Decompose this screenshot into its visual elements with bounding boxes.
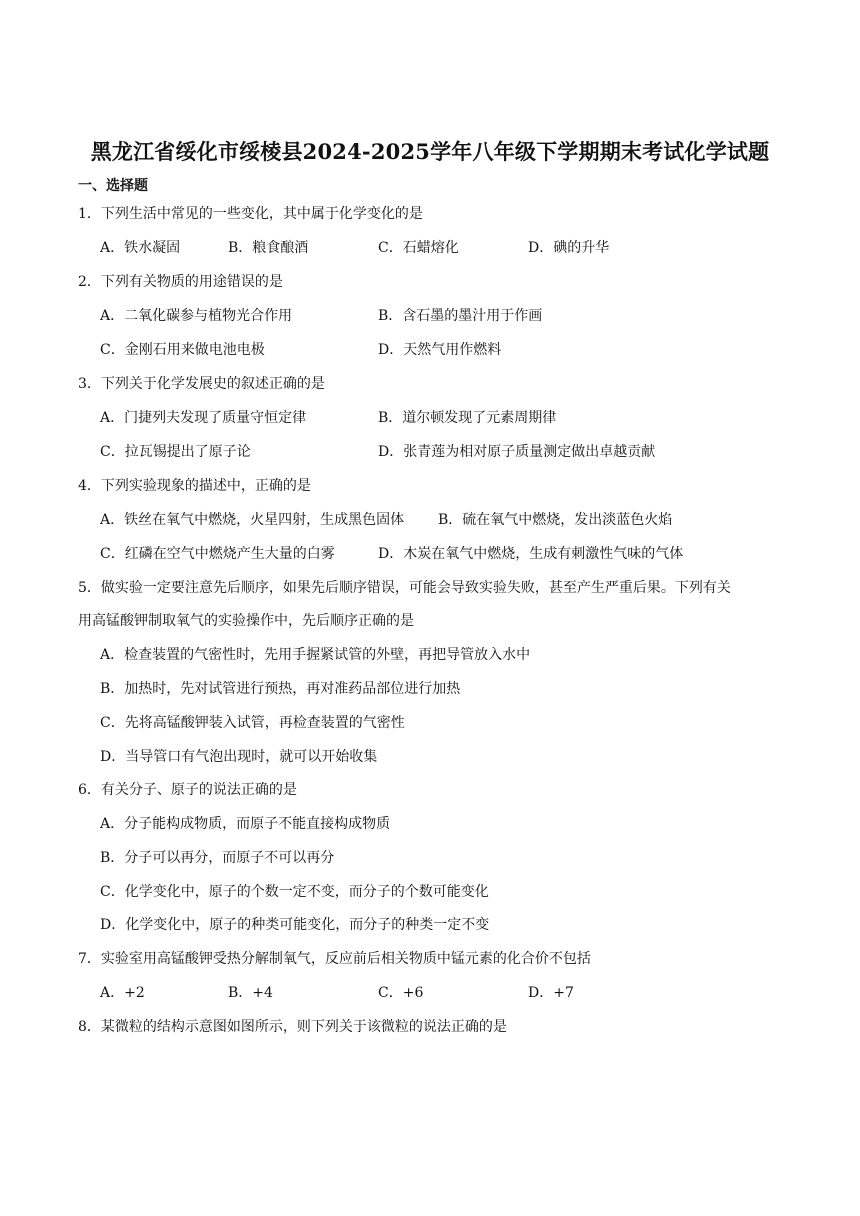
document-title: 黑龙江省绥化市绥棱县2024-2025学年八年级下学期期末考试化学试题 (90, 139, 770, 164)
section-heading: 一、选择题 (78, 178, 148, 194)
option-a (100, 407, 306, 427)
option-text: 张青莲为相对原子质量测定做出卓越贡献 (403, 444, 656, 460)
option-label: C． (378, 240, 403, 256)
option-label: D． (378, 342, 404, 358)
option-label: D． (378, 546, 404, 562)
option-label: A． (100, 308, 125, 324)
option-d (528, 982, 574, 1002)
option-c (100, 543, 335, 563)
option-text: 石蜡熔化 (402, 240, 459, 256)
option-text: 加热时，先对试管进行预热，再对准药品部位进行加热 (124, 681, 461, 697)
option-label: B． (100, 681, 125, 697)
option-text: 硫在氧气中燃烧，发出淡蓝色火焰 (462, 512, 673, 528)
option-text: 含石墨的墨汁用于作画 (402, 308, 543, 324)
option-text: 门捷列夫发现了质量守恒定律 (124, 410, 307, 426)
option-label: D． (528, 985, 554, 1001)
option-text: 粮食酿酒 (252, 240, 309, 256)
option-text: 道尔顿发现了元素周期律 (402, 410, 557, 426)
option-label: A． (100, 647, 125, 663)
option-text: 天然气用作燃料 (403, 342, 502, 358)
option-text: 铁水凝固 (124, 240, 181, 256)
option-label: A． (100, 816, 125, 832)
option-b (378, 407, 556, 427)
question-number: 6． (78, 782, 101, 798)
option-text: 铁丝在氧气中燃烧，火星四射，生成黑色固体 (124, 512, 405, 528)
option-text: 分子能构成物质，而原子不能直接构成物质 (124, 816, 391, 832)
option-label: C． (100, 342, 125, 358)
option-label: A． (100, 240, 125, 256)
option-text: 检查装置的气密性时，先用手握紧试管的外壁，再把导管放入水中 (124, 647, 531, 663)
option-c (100, 881, 489, 901)
option-b (100, 847, 334, 867)
option-label: A． (100, 985, 125, 1001)
option-label: B． (378, 308, 403, 324)
option-label: A． (100, 410, 125, 426)
option-label: C． (100, 715, 125, 731)
question-7 (78, 948, 591, 968)
option-a (100, 509, 404, 529)
option-text: 碘的升华 (553, 240, 610, 256)
question-number: 4． (78, 478, 101, 494)
option-c (100, 441, 251, 461)
question-8 (78, 1016, 507, 1036)
question-2 (78, 271, 283, 291)
option-c (378, 982, 423, 1002)
question-number: 3． (78, 376, 101, 392)
option-label: C． (100, 444, 125, 460)
option-text: 分子可以再分，而原子不可以再分 (124, 850, 335, 866)
option-a (100, 644, 530, 664)
option-c (100, 712, 405, 732)
option-d (378, 339, 501, 359)
option-text: +6 (402, 985, 424, 1001)
question-stem-line-1: 做实验一定要注意先后顺序，如果先后顺序错误，可能会导致实验失败，甚至产生严重后果。下列有关 (100, 580, 731, 596)
option-d (100, 746, 377, 766)
option-b (378, 305, 542, 325)
option-text: 化学变化中，原子的种类可能变化，而分子的种类一定不变 (125, 917, 490, 933)
question-number: 8． (78, 1019, 101, 1035)
option-text: 金刚石用来做电池电极 (124, 342, 265, 358)
option-text: 二氧化碳参与植物光合作用 (124, 308, 293, 324)
option-b (228, 237, 308, 257)
question-stem: 下列实验现象的描述中，正确的是 (100, 478, 311, 494)
option-a (100, 305, 292, 325)
option-text: 当导管口有气泡出现时，就可以开始收集 (125, 749, 378, 765)
question-number: 5． (78, 580, 101, 596)
question-5-continued (78, 610, 414, 630)
question-stem-line-2: 用高锰酸钾制取氧气的实验操作中，先后顺序正确的是 (78, 613, 414, 629)
option-text: +7 (553, 985, 574, 1001)
question-stem: 下列有关物质的用途错误的是 (100, 274, 283, 290)
option-label: B． (378, 410, 403, 426)
question-number: 7． (78, 951, 101, 967)
question-6 (78, 779, 297, 799)
option-b (100, 678, 460, 698)
option-text: 拉瓦锡提出了原子论 (124, 444, 251, 460)
option-d (378, 441, 655, 461)
question-stem: 下列生活中常见的一些变化，其中属于化学变化的是 (100, 206, 423, 222)
option-label: B． (228, 240, 253, 256)
option-label: C． (100, 546, 125, 562)
option-d (100, 914, 489, 934)
option-b (228, 982, 273, 1002)
option-b (438, 509, 672, 529)
option-label: A． (100, 512, 125, 528)
question-stem: 下列关于化学发展史的叙述正确的是 (100, 376, 325, 392)
question-4 (78, 475, 311, 495)
option-label: D． (100, 917, 126, 933)
option-text: 木炭在氧气中燃烧，生成有刺激性气味的气体 (403, 546, 684, 562)
question-stem: 某微粒的结构示意图如图所示，则下列关于该微粒的说法正确的是 (100, 1019, 507, 1035)
option-text: 化学变化中，原子的个数一定不变，而分子的个数可能变化 (124, 884, 489, 900)
option-label: B． (438, 512, 463, 528)
option-label: B． (100, 850, 125, 866)
option-c (378, 237, 459, 257)
option-label: D． (100, 749, 126, 765)
option-label: D． (378, 444, 404, 460)
option-label: C． (100, 884, 125, 900)
question-stem: 实验室用高锰酸钾受热分解制氧气，反应前后相关物质中锰元素的化合价不包括 (100, 951, 591, 967)
option-text: +2 (124, 985, 145, 1001)
question-stem: 有关分子、原子的说法正确的是 (100, 782, 297, 798)
question-5 (78, 577, 731, 597)
option-a (100, 237, 180, 257)
option-label: D． (528, 240, 554, 256)
option-c (100, 339, 265, 359)
option-text: 红磷在空气中燃烧产生大量的白雾 (124, 546, 335, 562)
option-d (378, 543, 683, 563)
option-text: 先将高锰酸钾装入试管，再检查装置的气密性 (124, 715, 405, 731)
question-number: 2． (78, 274, 101, 290)
option-a (100, 982, 145, 1002)
question-3 (78, 373, 325, 393)
option-text: +4 (252, 985, 273, 1001)
question-1 (78, 203, 423, 223)
option-a (100, 813, 390, 833)
option-label: B． (228, 985, 253, 1001)
option-label: C． (378, 985, 403, 1001)
option-d (528, 237, 609, 257)
question-number: 1． (78, 206, 101, 222)
